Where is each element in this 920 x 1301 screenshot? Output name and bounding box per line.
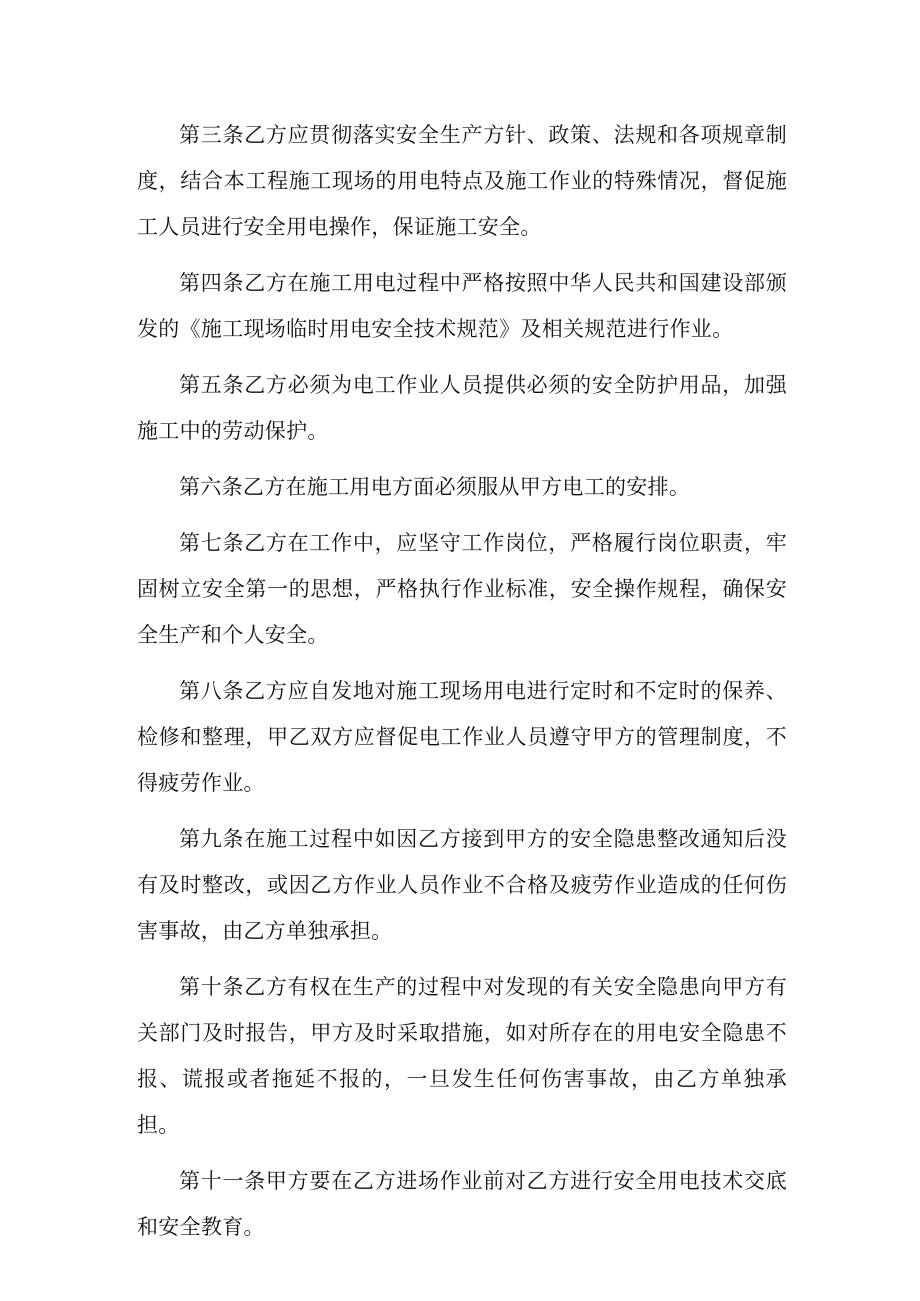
article-3-paragraph: 第三条乙方应贯彻落实安全生产方针、政策、法规和各项规章制度，结合本工程施工现场的用电特点及施工作业的特殊情况，督促施工人员进行安全用电操作，保证施工安全。 [137,123,787,239]
article-8-paragraph: 第八条乙方应自发地对施工现场用电进行定时和不定时的保养、检修和整理，甲乙双方应督促电工作业人员遵守甲方的管理制度，不得疲劳作业。 [137,679,787,795]
article-5-paragraph: 第五条乙方必须为电工作业人员提供必须的安全防护用品，加强施工中的劳动保护。 [137,373,787,443]
article-11-paragraph: 第十一条甲方要在乙方进场作业前对乙方进行安全用电技术交底和安全教育。 [137,1169,787,1239]
article-6-paragraph: 第六条乙方在施工用电方面必须服从甲方电工的安排。 [179,475,691,499]
document-body [137,112,787,1260]
article-4-paragraph: 第四条乙方在施工用电过程中严格按照中华人民共和国建设部颁发的《施工现场临时用电安全技术规范》及相关规范进行作业。 [137,271,787,341]
article-10-paragraph: 第十条乙方有权在生产的过程中对发现的有关安全隐患向甲方有关部门及时报告，甲方及时采取措施，如对所存在的用电安全隐患不报、谎报或者拖延不报的，一旦发生任何伤害事故，由乙方单独承担。 [137,975,787,1137]
article-9-paragraph: 第九条在施工过程中如因乙方接到甲方的安全隐患整改通知后没有及时整改，或因乙方作业人员作业不合格及疲劳作业造成的任何伤害事故，由乙方单独承担。 [137,827,787,943]
article-7-paragraph: 第七条乙方在工作中，应坚守工作岗位，严格履行岗位职责，牢固树立安全第一的思想，严格执行作业标准，安全操作规程，确保安全生产和个人安全。 [137,531,787,647]
